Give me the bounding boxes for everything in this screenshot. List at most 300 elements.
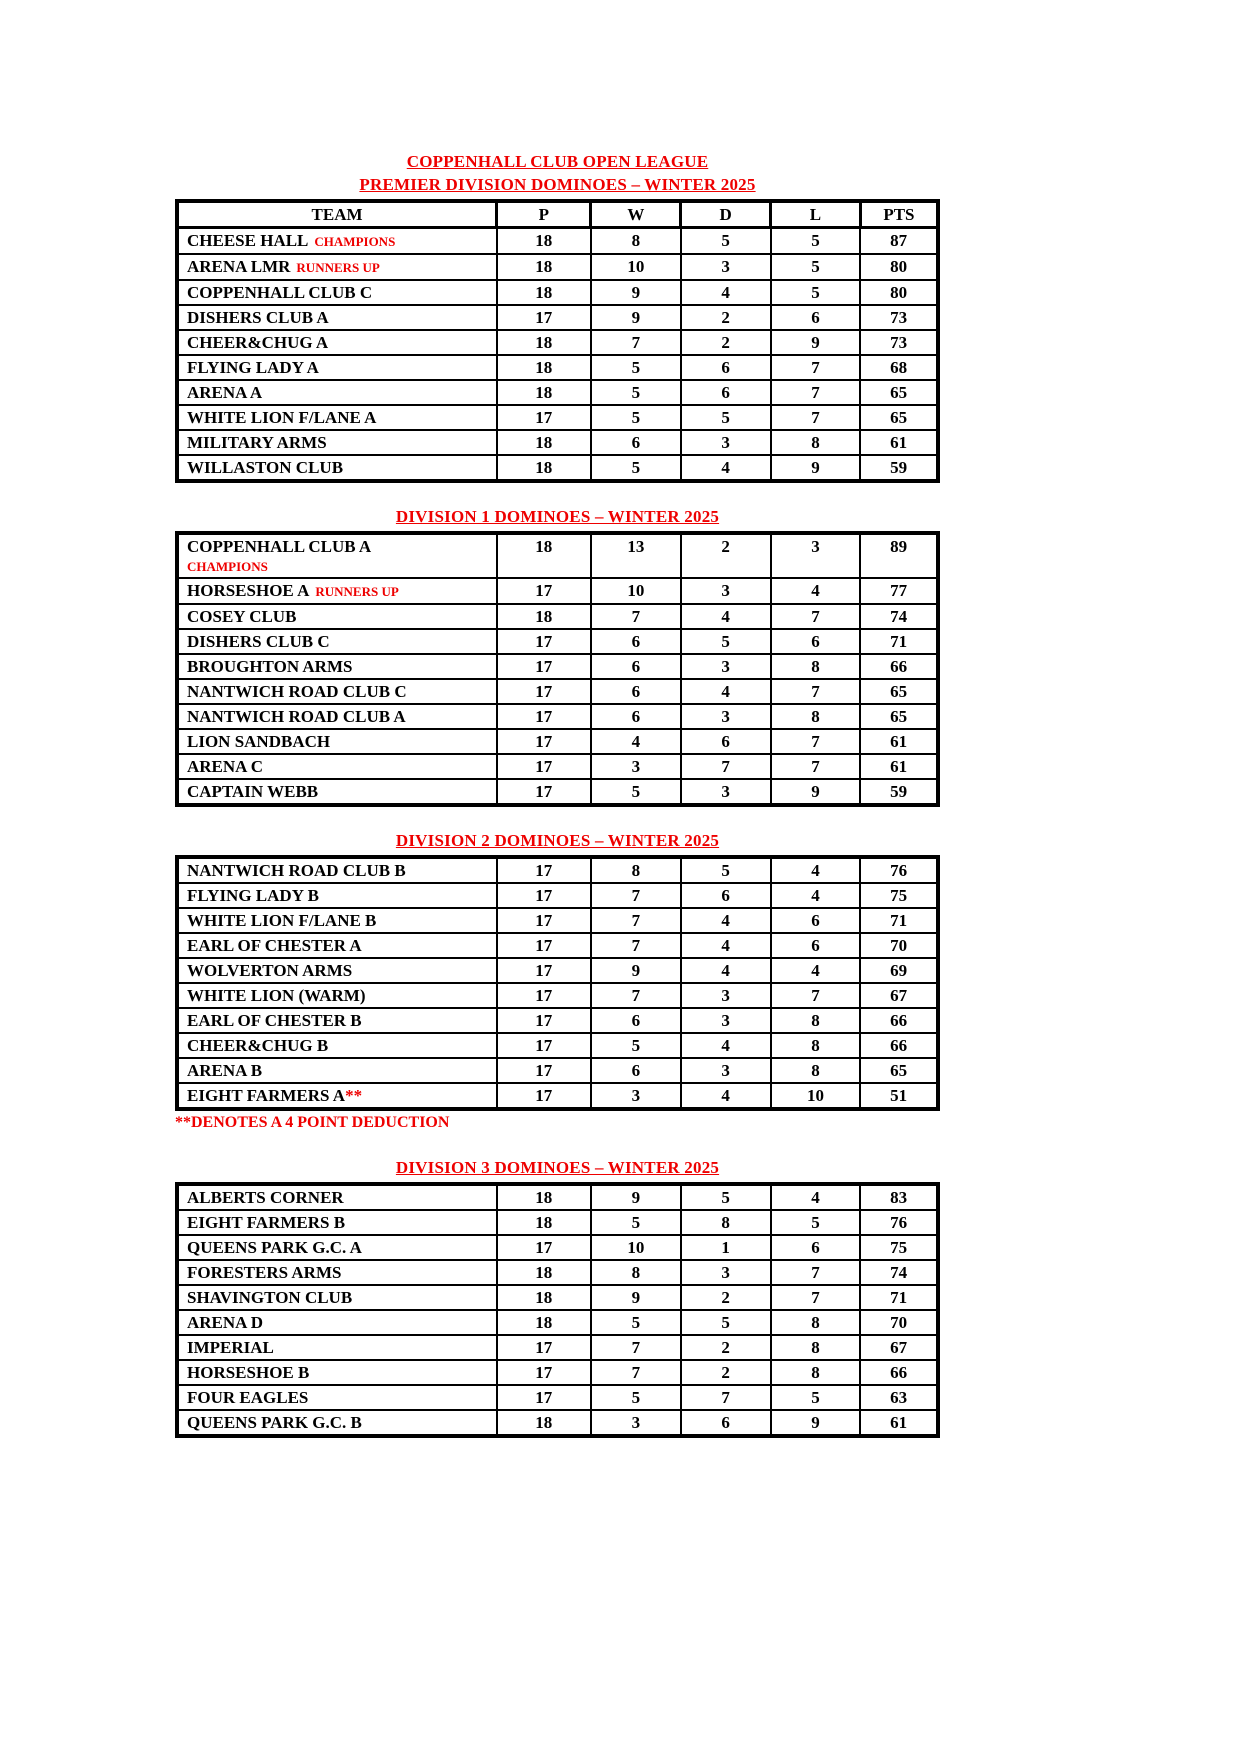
team-name: ALBERTS CORNER	[187, 1188, 344, 1207]
stat-cell-w: 7	[591, 1360, 681, 1385]
stat-cell-pts: 73	[860, 305, 938, 330]
stat-cell-p: 18	[497, 280, 591, 305]
table-row	[177, 578, 938, 604]
stat-cell-d: 3	[681, 254, 771, 280]
stat-cell-d: 3	[681, 1260, 771, 1285]
stat-cell-l: 9	[771, 330, 861, 355]
stat-cell-pts: 67	[860, 983, 938, 1008]
stat-cell-pts: 65	[860, 380, 938, 405]
deduction-footnote: **DENOTES A 4 POINT DEDUCTION	[175, 1114, 450, 1131]
stat-cell-w: 5	[591, 355, 681, 380]
stat-cell-p: 17	[497, 1033, 591, 1058]
table-row	[177, 533, 938, 578]
stat-cell-d: 7	[681, 1385, 771, 1410]
stat-cell-w: 7	[591, 330, 681, 355]
stat-cell-w: 7	[591, 1335, 681, 1360]
table-row	[177, 933, 938, 958]
stat-cell-d: 8	[681, 1210, 771, 1235]
team-cell	[177, 908, 497, 933]
stat-cell-l: 8	[771, 1335, 861, 1360]
stat-cell-p: 17	[497, 1008, 591, 1033]
stat-cell-p: 17	[497, 754, 591, 779]
table-row	[177, 754, 938, 779]
stat-cell-pts: 59	[860, 455, 938, 481]
team-name: FORESTERS ARMS	[187, 1263, 342, 1282]
team-cell	[177, 883, 497, 908]
team-name: IMPERIAL	[187, 1338, 274, 1357]
table-row	[177, 629, 938, 654]
table-row	[177, 330, 938, 355]
stat-cell-pts: 71	[860, 908, 938, 933]
table-row	[177, 729, 938, 754]
stat-cell-w: 8	[591, 228, 681, 255]
league-title: COPPENHALL CLUB OPEN LEAGUE	[406, 152, 709, 171]
stat-cell-pts: 74	[860, 1260, 938, 1285]
stat-cell-l: 7	[771, 355, 861, 380]
stat-cell-d: 4	[681, 455, 771, 481]
stat-cell-l: 8	[771, 430, 861, 455]
stat-cell-p: 18	[497, 1260, 591, 1285]
stat-cell-p: 17	[497, 405, 591, 430]
team-cell	[177, 228, 497, 255]
table-row	[177, 405, 938, 430]
table-row	[177, 679, 938, 704]
team-name: CHEER&CHUG A	[187, 333, 329, 352]
team-name: ARENA B	[187, 1061, 263, 1080]
stat-cell-w: 5	[591, 779, 681, 805]
division-title: DIVISION 2 DOMINOES – WINTER 2025	[395, 831, 720, 850]
stat-cell-pts: 65	[860, 405, 938, 430]
stat-cell-p: 17	[497, 908, 591, 933]
team-cell	[177, 578, 497, 604]
table-row	[177, 604, 938, 629]
stat-cell-pts: 65	[860, 679, 938, 704]
stat-cell-l: 10	[771, 1083, 861, 1109]
table-body	[177, 228, 938, 482]
team-cell	[177, 629, 497, 654]
table-row	[177, 228, 938, 255]
table-row	[177, 857, 938, 883]
stat-cell-p: 18	[497, 1210, 591, 1235]
team-cell	[177, 933, 497, 958]
stat-cell-d: 6	[681, 355, 771, 380]
table-row	[177, 355, 938, 380]
team-cell	[177, 330, 497, 355]
stat-cell-w: 3	[591, 754, 681, 779]
stat-cell-w: 6	[591, 430, 681, 455]
table-row	[177, 958, 938, 983]
stat-cell-l: 8	[771, 1008, 861, 1033]
divisions-container	[175, 173, 940, 1438]
stat-cell-pts: 66	[860, 1008, 938, 1033]
team-name: MILITARY ARMS	[187, 433, 327, 452]
team-cell	[177, 958, 497, 983]
stat-cell-p: 17	[497, 1235, 591, 1260]
team-name: WHITE LION F/LANE B	[187, 911, 377, 930]
stat-cell-l: 8	[771, 654, 861, 679]
team-name: HORSESHOE B	[187, 1363, 310, 1382]
stat-cell-w: 4	[591, 729, 681, 754]
stat-cell-pts: 67	[860, 1335, 938, 1360]
stat-cell-pts: 68	[860, 355, 938, 380]
team-cell	[177, 857, 497, 883]
stat-cell-p: 18	[497, 254, 591, 280]
stat-cell-pts: 87	[860, 228, 938, 255]
stat-cell-l: 5	[771, 1210, 861, 1235]
stat-cell-l: 5	[771, 254, 861, 280]
stat-cell-w: 7	[591, 933, 681, 958]
stat-cell-pts: 59	[860, 779, 938, 805]
stat-cell-l: 6	[771, 908, 861, 933]
stat-cell-d: 6	[681, 1410, 771, 1436]
team-cell	[177, 1335, 497, 1360]
stat-cell-d: 1	[681, 1235, 771, 1260]
team-name: CAPTAIN WEBB	[187, 782, 319, 801]
table-row	[177, 1335, 938, 1360]
team-name: LION SANDBACH	[187, 732, 331, 751]
table-body	[177, 533, 938, 805]
table-row	[177, 1058, 938, 1083]
stat-cell-d: 5	[681, 405, 771, 430]
team-name: EARL OF CHESTER A	[187, 936, 362, 955]
table-body	[177, 1184, 938, 1436]
stat-cell-l: 7	[771, 1285, 861, 1310]
table-row	[177, 1008, 938, 1033]
team-name: ARENA C	[187, 757, 264, 776]
table-header	[177, 201, 938, 228]
stat-cell-w: 6	[591, 1058, 681, 1083]
team-name: WILLASTON CLUB	[187, 458, 344, 477]
stat-cell-pts: 51	[860, 1083, 938, 1109]
stat-cell-p: 17	[497, 679, 591, 704]
team-cell	[177, 1058, 497, 1083]
column-header-team: TEAM	[177, 201, 497, 228]
stat-cell-w: 5	[591, 405, 681, 430]
stat-cell-d: 2	[681, 1360, 771, 1385]
team-name: CHEESE HALL	[187, 231, 309, 250]
stat-cell-d: 3	[681, 983, 771, 1008]
stat-cell-w: 10	[591, 254, 681, 280]
stat-cell-w: 9	[591, 305, 681, 330]
stat-cell-l: 9	[771, 779, 861, 805]
standings-table	[175, 1182, 940, 1438]
stat-cell-pts: 66	[860, 1360, 938, 1385]
division-title: PREMIER DIVISION DOMINOES – WINTER 2025	[359, 175, 756, 194]
team-name: ARENA LMR	[187, 257, 291, 276]
table-row	[177, 704, 938, 729]
team-name: EIGHT FARMERS B	[187, 1213, 346, 1232]
stat-cell-l: 7	[771, 729, 861, 754]
stat-cell-l: 5	[771, 280, 861, 305]
team-cell	[177, 380, 497, 405]
standings-table	[175, 531, 940, 807]
team-cell	[177, 1385, 497, 1410]
table-row	[177, 983, 938, 1008]
stat-cell-l: 4	[771, 578, 861, 604]
stat-cell-pts: 66	[860, 1033, 938, 1058]
team-cell	[177, 729, 497, 754]
team-cell	[177, 654, 497, 679]
stat-cell-w: 10	[591, 1235, 681, 1260]
standings-table	[175, 199, 940, 483]
stat-cell-p: 17	[497, 654, 591, 679]
team-cell	[177, 405, 497, 430]
stat-cell-pts: 65	[860, 704, 938, 729]
division-title: DIVISION 3 DOMINOES – WINTER 2025	[395, 1158, 720, 1177]
stat-cell-pts: 75	[860, 883, 938, 908]
table-row	[177, 380, 938, 405]
team-name: COSEY CLUB	[187, 607, 297, 626]
stat-cell-pts: 61	[860, 729, 938, 754]
team-name: FOUR EAGLES	[187, 1388, 309, 1407]
stat-cell-w: 9	[591, 958, 681, 983]
stat-cell-pts: 66	[860, 654, 938, 679]
stat-cell-p: 18	[497, 1285, 591, 1310]
stat-cell-w: 6	[591, 704, 681, 729]
stat-cell-l: 8	[771, 1360, 861, 1385]
column-header-pts: PTS	[860, 201, 938, 228]
team-cell	[177, 754, 497, 779]
team-name: NANTWICH ROAD CLUB C	[187, 682, 407, 701]
team-cell	[177, 779, 497, 805]
team-cell	[177, 254, 497, 280]
stat-cell-l: 7	[771, 1260, 861, 1285]
stat-cell-w: 8	[591, 1260, 681, 1285]
stat-cell-w: 5	[591, 380, 681, 405]
team-cell	[177, 305, 497, 330]
stat-cell-p: 17	[497, 1360, 591, 1385]
stat-cell-l: 4	[771, 1184, 861, 1210]
stat-cell-l: 6	[771, 629, 861, 654]
team-cell	[177, 1184, 497, 1210]
stat-cell-l: 8	[771, 704, 861, 729]
table-row	[177, 1235, 938, 1260]
stat-cell-w: 5	[591, 1210, 681, 1235]
stat-cell-d: 7	[681, 754, 771, 779]
column-header-w: W	[591, 201, 681, 228]
runners-up-tag: RUNNERS UP	[296, 260, 380, 275]
table-row	[177, 883, 938, 908]
stat-cell-pts: 61	[860, 1410, 938, 1436]
stat-cell-p: 17	[497, 1385, 591, 1410]
stat-cell-w: 5	[591, 1033, 681, 1058]
stat-cell-l: 7	[771, 983, 861, 1008]
stat-cell-l: 8	[771, 1310, 861, 1335]
team-cell	[177, 280, 497, 305]
team-cell	[177, 455, 497, 481]
stat-cell-pts: 61	[860, 754, 938, 779]
stat-cell-pts: 75	[860, 1235, 938, 1260]
table-row	[177, 1083, 938, 1109]
stat-cell-w: 9	[591, 1285, 681, 1310]
stat-cell-d: 3	[681, 578, 771, 604]
stat-cell-pts: 80	[860, 280, 938, 305]
team-cell	[177, 533, 497, 578]
stat-cell-pts: 77	[860, 578, 938, 604]
stat-cell-l: 5	[771, 228, 861, 255]
stat-cell-l: 4	[771, 883, 861, 908]
stat-cell-p: 17	[497, 629, 591, 654]
runners-up-tag: RUNNERS UP	[315, 584, 399, 599]
team-name: CHEER&CHUG B	[187, 1036, 329, 1055]
stat-cell-d: 2	[681, 533, 771, 578]
stat-cell-l: 7	[771, 405, 861, 430]
stat-cell-w: 6	[591, 654, 681, 679]
stat-cell-l: 5	[771, 1385, 861, 1410]
team-cell	[177, 1235, 497, 1260]
table-row	[177, 779, 938, 805]
stat-cell-pts: 73	[860, 330, 938, 355]
stat-cell-pts: 71	[860, 629, 938, 654]
stat-cell-p: 18	[497, 228, 591, 255]
stat-cell-d: 4	[681, 1083, 771, 1109]
stat-cell-d: 3	[681, 430, 771, 455]
team-cell	[177, 1008, 497, 1033]
stat-cell-pts: 74	[860, 604, 938, 629]
team-name: EARL OF CHESTER B	[187, 1011, 362, 1030]
stat-cell-l: 6	[771, 1235, 861, 1260]
stat-cell-d: 4	[681, 280, 771, 305]
stat-cell-d: 5	[681, 857, 771, 883]
team-name: EIGHT FARMERS A	[187, 1086, 346, 1105]
stat-cell-pts: 61	[860, 430, 938, 455]
table-row	[177, 1184, 938, 1210]
stat-cell-d: 5	[681, 1184, 771, 1210]
stat-cell-p: 18	[497, 330, 591, 355]
stat-cell-w: 5	[591, 1310, 681, 1335]
table-row	[177, 1385, 938, 1410]
team-name: COPPENHALL CLUB C	[187, 283, 373, 302]
team-name: FLYING LADY B	[187, 886, 319, 905]
stat-cell-w: 7	[591, 604, 681, 629]
column-header-p: P	[497, 201, 591, 228]
stat-cell-p: 18	[497, 355, 591, 380]
stat-cell-p: 17	[497, 779, 591, 805]
stat-cell-w: 9	[591, 1184, 681, 1210]
team-name: ARENA A	[187, 383, 263, 402]
stat-cell-p: 18	[497, 604, 591, 629]
stat-cell-w: 5	[591, 455, 681, 481]
team-cell	[177, 983, 497, 1008]
stat-cell-p: 18	[497, 380, 591, 405]
stat-cell-d: 4	[681, 908, 771, 933]
stat-cell-d: 6	[681, 883, 771, 908]
stat-cell-l: 7	[771, 754, 861, 779]
stat-cell-d: 3	[681, 654, 771, 679]
stat-cell-d: 2	[681, 305, 771, 330]
stat-cell-d: 2	[681, 330, 771, 355]
team-cell	[177, 1210, 497, 1235]
stat-cell-d: 4	[681, 604, 771, 629]
stat-cell-l: 4	[771, 857, 861, 883]
stat-cell-pts: 63	[860, 1385, 938, 1410]
table-row	[177, 1285, 938, 1310]
stat-cell-w: 3	[591, 1083, 681, 1109]
team-name: HORSESHOE A	[187, 581, 310, 600]
table-row	[177, 1210, 938, 1235]
stat-cell-d: 4	[681, 933, 771, 958]
stat-cell-d: 4	[681, 679, 771, 704]
stat-cell-p: 17	[497, 883, 591, 908]
stat-cell-p: 18	[497, 1410, 591, 1436]
stat-cell-w: 13	[591, 533, 681, 578]
stat-cell-w: 3	[591, 1410, 681, 1436]
stat-cell-w: 9	[591, 280, 681, 305]
team-name: SHAVINGTON CLUB	[187, 1288, 353, 1307]
stat-cell-p: 18	[497, 1310, 591, 1335]
stat-cell-l: 3	[771, 533, 861, 578]
team-name: WOLVERTON ARMS	[187, 961, 353, 980]
stat-cell-w: 5	[591, 1385, 681, 1410]
team-name: QUEENS PARK G.C. B	[187, 1413, 362, 1432]
team-name: BROUGHTON ARMS	[187, 657, 353, 676]
team-cell	[177, 1360, 497, 1385]
table-row	[177, 430, 938, 455]
stat-cell-p: 17	[497, 578, 591, 604]
team-cell	[177, 1083, 497, 1109]
stat-cell-d: 3	[681, 1058, 771, 1083]
team-name: ARENA D	[187, 1313, 264, 1332]
stat-cell-d: 5	[681, 1310, 771, 1335]
team-cell	[177, 1410, 497, 1436]
stat-cell-d: 2	[681, 1335, 771, 1360]
stat-cell-pts: 69	[860, 958, 938, 983]
stat-cell-w: 7	[591, 983, 681, 1008]
stat-cell-p: 18	[497, 455, 591, 481]
table-row	[177, 1410, 938, 1436]
table-row	[177, 1260, 938, 1285]
stat-cell-w: 7	[591, 883, 681, 908]
column-header-d: D	[681, 201, 771, 228]
stat-cell-l: 7	[771, 604, 861, 629]
stat-cell-w: 8	[591, 857, 681, 883]
stat-cell-l: 8	[771, 1033, 861, 1058]
table-row	[177, 305, 938, 330]
team-name: FLYING LADY A	[187, 358, 319, 377]
team-cell	[177, 604, 497, 629]
team-cell	[177, 1033, 497, 1058]
document-content	[175, 150, 940, 1438]
stat-cell-pts: 70	[860, 933, 938, 958]
stat-cell-w: 6	[591, 1008, 681, 1033]
stat-cell-d: 3	[681, 704, 771, 729]
stat-cell-d: 6	[681, 729, 771, 754]
team-cell	[177, 704, 497, 729]
header-row	[177, 201, 938, 228]
stat-cell-l: 9	[771, 455, 861, 481]
stat-cell-l: 6	[771, 933, 861, 958]
stat-cell-l: 7	[771, 679, 861, 704]
stat-cell-p: 17	[497, 857, 591, 883]
stat-cell-l: 6	[771, 305, 861, 330]
column-header-l: L	[771, 201, 861, 228]
stat-cell-p: 17	[497, 1083, 591, 1109]
stat-cell-p: 17	[497, 1335, 591, 1360]
stat-cell-d: 4	[681, 958, 771, 983]
table-row	[177, 455, 938, 481]
stat-cell-pts: 83	[860, 1184, 938, 1210]
stat-cell-w: 6	[591, 629, 681, 654]
team-cell	[177, 1260, 497, 1285]
team-cell	[177, 1310, 497, 1335]
table-row	[177, 1360, 938, 1385]
stat-cell-pts: 65	[860, 1058, 938, 1083]
team-name: QUEENS PARK G.C. A	[187, 1238, 362, 1257]
stat-cell-pts: 80	[860, 254, 938, 280]
stat-cell-pts: 76	[860, 857, 938, 883]
stat-cell-d: 3	[681, 779, 771, 805]
stat-cell-d: 2	[681, 1285, 771, 1310]
